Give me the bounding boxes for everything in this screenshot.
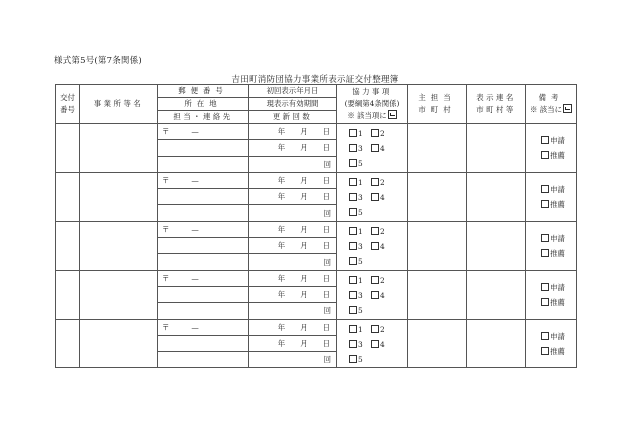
coop-option[interactable]: 5 [349,303,371,318]
header-address: 所在地 [158,98,249,111]
checkbox-icon [371,144,379,152]
current-validity-cell[interactable]: 年 月 日 [249,286,337,302]
checkbox-icon [541,347,549,355]
remarks-cell [526,270,577,319]
checkbox-icon [371,242,379,250]
header-main-municipality: 主担当 市町村 [408,85,467,124]
checkbox-icon [349,276,357,284]
issue-no-cell[interactable] [56,319,80,368]
postal-code-cell[interactable] [158,270,249,286]
checkbox-icon [541,283,549,291]
coop-option[interactable]: 2 [371,322,393,337]
renewal-count-cell[interactable]: 回 [249,205,337,221]
remark-option-apply[interactable]: 申請 [526,280,576,295]
header-row-1 [56,85,577,98]
address-cell[interactable] [158,335,249,351]
checkbox-icon [371,178,379,186]
coop-option[interactable]: 5 [349,156,371,171]
remark-option-recommend[interactable]: 推薦 [526,148,576,163]
issue-no-cell[interactable] [56,270,80,319]
checkbox-icon [349,129,357,137]
coop-option[interactable]: 1 [349,126,371,141]
header-current-validity: 現表示有効期間 [249,98,337,111]
postal-dash: — [191,176,199,186]
first-display-date-cell[interactable]: 年 月 日 [249,172,337,188]
coop-option[interactable]: 3 [349,141,371,156]
header-office-name: 事業所等名 [80,85,158,124]
main-municipality-cell[interactable] [408,172,467,221]
coop-option[interactable]: 4 [371,239,393,254]
current-validity-cell[interactable]: 年 月 日 [249,140,337,156]
remarks-cell [526,124,577,173]
checkbox-icon [349,355,357,363]
cooperation-cell [337,221,408,270]
header-issue-no: 交付 番号 [56,85,80,124]
remark-option-apply[interactable]: 申請 [526,231,576,246]
postal-mark: 〒 [162,224,170,234]
header-remarks: 備考 ※ 該当に [526,85,577,124]
checkbox-icon [349,242,357,250]
contact-cell[interactable] [158,352,249,368]
main-municipality-cell[interactable] [408,270,467,319]
current-validity-cell[interactable]: 年 月 日 [249,335,337,351]
coop-option[interactable]: 1 [349,224,371,239]
remarks-cell [526,221,577,270]
coop-option[interactable]: 4 [371,141,393,156]
first-display-date-cell[interactable]: 年 月 日 [249,270,337,286]
display-municipality-cell[interactable] [467,270,526,319]
postal-dash: — [191,273,199,283]
checkbox-icon [371,129,379,137]
contact-cell[interactable] [158,254,249,270]
checkbox-icon [371,227,379,235]
main-municipality-cell[interactable] [408,221,467,270]
checkbox-icon [349,306,357,314]
table-row [56,221,577,237]
checkbox-icon [541,298,549,306]
address-cell[interactable] [158,189,249,205]
checkbox-icon [349,340,357,348]
header-first-display-date: 初回表示年月日 [249,85,337,98]
first-display-date-cell[interactable]: 年 月 日 [249,319,337,335]
remark-option-apply[interactable]: 申請 [526,182,576,197]
address-cell[interactable] [158,286,249,302]
check-box-icon [563,104,572,113]
checkbox-icon [371,193,379,201]
first-display-date-cell[interactable]: 年 月 日 [249,124,337,140]
cooperation-cell [337,270,408,319]
header-cooperation: 協力事項 (要綱第4条関係) ※ 該当項に [337,85,408,124]
coop-option[interactable]: 2 [371,126,393,141]
header-display-municipality: 表示連名 市町村等 [467,85,526,124]
postal-mark: 〒 [162,176,170,186]
checkbox-icon [541,151,549,159]
issue-no-cell[interactable] [56,221,80,270]
postal-code-cell[interactable] [158,172,249,188]
table-row [56,319,577,335]
coop-option[interactable]: 2 [371,175,393,190]
checkbox-icon [371,325,379,333]
coop-option[interactable]: 4 [371,337,393,352]
checkbox-icon [349,144,357,152]
coop-option[interactable]: 1 [349,175,371,190]
checkbox-icon [541,234,549,242]
checkbox-icon [349,257,357,265]
contact-cell[interactable] [158,205,249,221]
checkbox-icon [541,185,549,193]
coop-option[interactable]: 5 [349,254,371,269]
checkbox-icon [349,159,357,167]
checkbox-icon [349,227,357,235]
display-municipality-cell[interactable] [467,221,526,270]
remark-option-recommend[interactable]: 推薦 [526,344,576,359]
table-row [56,172,577,188]
current-validity-cell[interactable]: 年 月 日 [249,238,337,254]
checkbox-icon [541,136,549,144]
display-municipality-cell[interactable] [467,124,526,173]
office-name-cell[interactable] [80,270,158,319]
coop-option[interactable]: 5 [349,205,371,220]
renewal-count-cell[interactable]: 回 [249,352,337,368]
office-name-cell[interactable] [80,221,158,270]
coop-option[interactable]: 2 [371,273,393,288]
checkbox-icon [349,193,357,201]
ledger-table [55,84,577,368]
checkbox-icon [371,291,379,299]
main-municipality-cell[interactable] [408,124,467,173]
issue-no-cell[interactable] [56,172,80,221]
checkbox-icon [371,276,379,284]
postal-code-cell[interactable] [158,124,249,140]
coop-option[interactable]: 4 [371,288,393,303]
postal-dash: — [191,224,199,234]
header-postal-code: 郵便番号 [158,85,249,98]
remarks-cell [526,319,577,368]
check-box-icon [388,110,397,119]
header-renewal-count: 更新回数 [249,111,337,124]
remarks-cell [526,172,577,221]
postal-code-cell[interactable] [158,319,249,335]
table-row [56,270,577,286]
coop-option[interactable]: 3 [349,239,371,254]
cooperation-cell [337,124,408,173]
office-name-cell[interactable] [80,124,158,173]
ledger-body [56,124,577,368]
table-row [56,124,577,140]
postal-mark: 〒 [162,322,170,332]
office-name-cell[interactable] [80,172,158,221]
contact-cell[interactable] [158,156,249,172]
coop-option[interactable]: 2 [371,224,393,239]
postal-dash: — [191,127,199,137]
postal-mark: 〒 [162,273,170,283]
remark-option-apply[interactable]: 申請 [526,329,576,344]
issue-no-cell[interactable] [56,124,80,173]
checkbox-icon [371,340,379,348]
checkbox-icon [349,178,357,186]
coop-option[interactable]: 3 [349,288,371,303]
coop-option[interactable]: 5 [349,352,371,367]
coop-option[interactable]: 1 [349,322,371,337]
form-title: 吉田町消防団協力事業所表示証交付整理簿 [231,75,399,85]
renewal-count-cell[interactable]: 回 [249,156,337,172]
remark-option-recommend[interactable]: 推薦 [526,197,576,212]
address-cell[interactable] [158,140,249,156]
checkbox-icon [541,200,549,208]
remark-option-recommend[interactable]: 推薦 [526,246,576,261]
display-municipality-cell[interactable] [467,319,526,368]
cooperation-cell [337,172,408,221]
checkbox-icon [349,325,357,333]
display-municipality-cell[interactable] [467,172,526,221]
coop-option[interactable]: 3 [349,337,371,352]
coop-option[interactable]: 4 [371,190,393,205]
coop-option[interactable]: 1 [349,273,371,288]
current-validity-cell[interactable]: 年 月 日 [249,189,337,205]
postal-code-cell[interactable] [158,221,249,237]
checkbox-icon [349,291,357,299]
checkbox-icon [541,332,549,340]
remark-option-recommend[interactable]: 推薦 [526,295,576,310]
remark-option-apply[interactable]: 申請 [526,133,576,148]
form-number: 様式第5号(第7条関係) [54,56,142,66]
renewal-count-cell[interactable]: 回 [249,303,337,319]
postal-dash: — [191,322,199,332]
header-contact: 担当・連絡先 [158,111,249,124]
renewal-count-cell[interactable]: 回 [249,254,337,270]
first-display-date-cell[interactable]: 年 月 日 [249,221,337,237]
checkbox-icon [349,208,357,216]
postal-mark: 〒 [162,127,170,137]
checkbox-icon [541,249,549,257]
cooperation-cell [337,319,408,368]
contact-cell[interactable] [158,303,249,319]
office-name-cell[interactable] [80,319,158,368]
address-cell[interactable] [158,238,249,254]
coop-option[interactable]: 3 [349,190,371,205]
main-municipality-cell[interactable] [408,319,467,368]
